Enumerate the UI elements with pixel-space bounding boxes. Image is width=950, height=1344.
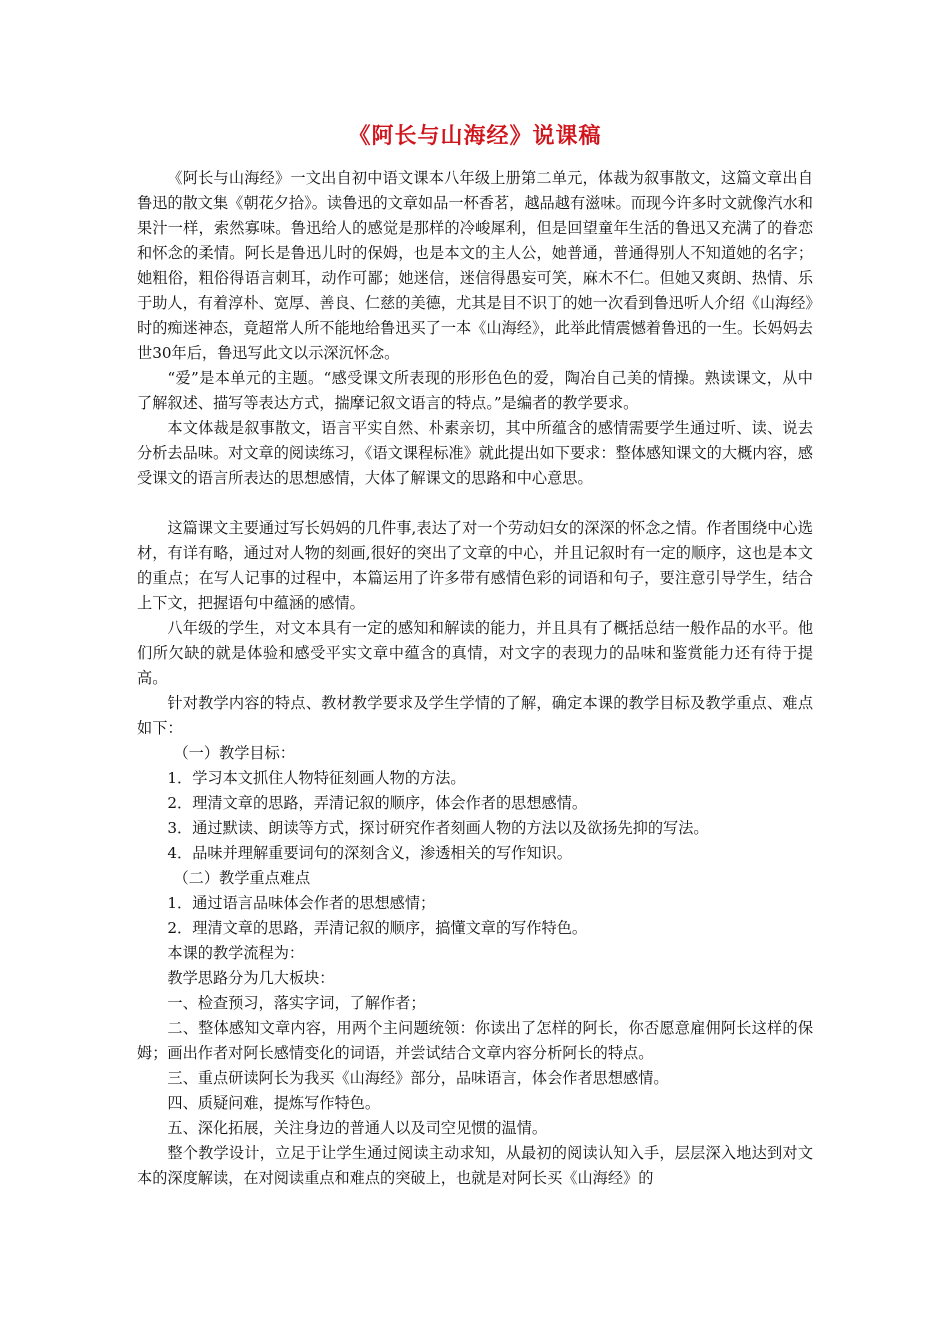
- flow-item: 二、整体感知文章内容，用两个主问题统领：你读出了怎样的阿长，你否愿意雇佣阿长这样的保姆；画出作者对阿长感情变化的词语，并尝试结合文章内容分析阿长的特点。: [137, 1019, 813, 1062]
- flow-sub-intro: 教学思路分为几大板块：: [167, 969, 335, 987]
- paragraph-theme: “爱”是本单元的主题。“感受课文所表现的形形色色的爱，陶冶自己美的情操。熟读课文，从中了解叙述、描写等表达方式，揣摩记叙文语言的特点。”是编者的教学要求。: [137, 369, 813, 412]
- flow-item: 三、重点研读阿长为我买《山海经》部分，品味语言，体会作者思想感情。: [167, 1069, 669, 1087]
- paragraph-goals-intro: 针对教学内容的特点、教材教学要求及学生学情的了解，确定本课的教学目标及教学重点、难点如下：: [137, 694, 813, 737]
- paragraph-genre: 本文体裁是叙事散文，语言平实自然、朴素亲切，其中所蕴含的感情需要学生通过听、读、说去分析去品味。对文章的阅读练习，《语文课程标准》就此提出如下要求：整体感知课文的大概内容，感受课文的语言所表达的思想感情，大体了解课文的思路和中心意思。: [137, 419, 813, 487]
- document-page: [137, 118, 813, 1191]
- goal-item: 3．通过默读、朗读等方式，探讨研究作者刻画人物的方法以及欲扬先抑的写法。: [167, 819, 709, 837]
- key-point-item: 2．理清文章的思路，弄清记叙的顺序，搞懂文章的写作特色。: [167, 919, 588, 937]
- key-point-item: 1．通过语言品味体会作者的思想感情；: [167, 894, 436, 912]
- flow-intro: 本课的教学流程为：: [167, 944, 305, 962]
- goal-item: 2．理清文章的思路，弄清记叙的顺序，体会作者的思想感情。: [167, 794, 588, 812]
- paragraph-content-analysis: 这篇课文主要通过写长妈妈的几件事,表达了对一个劳动妇女的深深的怀念之情。作者围绕中心选材，有详有略，通过对人物的刻画,很好的突出了文章的中心，并且记叙时有一定的顺序，这也是本文的重点；在写人记事的过程中，本篇运用了许多带有感情色彩的词语和句子，要注意引导学生，结合上下文，把握语句中蕴涵的感情。: [137, 519, 813, 612]
- goals-heading: （一）教学目标：: [173, 744, 295, 762]
- paragraph-intro: 《阿长与山海经》一文出自初中语文课本八年级上册第二单元，体裁为叙事散文，这篇文章出自鲁迅的散文集《朝花夕拾》。读鲁迅的文章如品一杯香茗，越品越有滋味。而现今许多时文就像汽水和果汁一样，索然寡味。鲁迅给人的感觉是那样的冷峻犀利，但是回望童年生活的鲁迅又充满了的眷恋和怀念的柔情。阿长是鲁迅儿时的保姆，也是本文的主人公，她普通，普通得别人不知道她的名字；她粗俗，粗俗得语言刺耳，动作可鄙；她迷信，迷信得愚妄可笑，麻木不仁。但她又爽朗、热情、乐于助人，有着淳朴、宽厚、善良、仁慈的美德，尤其是目不识丁的她一次看到鲁迅听人介绍《山海经》时的痴迷神态，竟超常人所不能地给鲁迅买了一本《山海经》，此举此情震憾着鲁迅的一生。长妈妈去世30年后，鲁迅写此文以示深沉怀念。: [137, 169, 813, 362]
- flow-item: 一、检查预习，落实字词，了解作者；: [167, 994, 426, 1012]
- paragraph-student-analysis: 八年级的学生，对文本具有一定的感知和解读的能力，并且具有了概括总结一般作品的水平。他们所欠缺的就是体验和感受平实文章中蕴含的真情，对文字的表现力的品味和鉴赏能力还有待于提高。: [137, 619, 813, 687]
- goal-item: 1．学习本文抓住人物特征刻画人物的方法。: [167, 769, 466, 787]
- key-points-heading: （二）教学重点难点: [173, 869, 311, 887]
- goal-item: 4．品味并理解重要词句的深刻含义，渗透相关的写作知识。: [167, 844, 572, 862]
- flow-item: 五、深化拓展，关注身边的普通人以及司空见惯的温情。: [167, 1119, 548, 1137]
- paragraph-closing: 整个教学设计，立足于让学生通过阅读主动求知，从最初的阅读认知入手，层层深入地达到对文本的深度解读，在对阅读重点和难点的突破上，也就是对阿长买《山海经》的: [137, 1144, 813, 1187]
- flow-item: 四、质疑问难，提炼写作特色。: [167, 1094, 381, 1112]
- document-title: 《阿长与山海经》说课稿: [348, 123, 602, 149]
